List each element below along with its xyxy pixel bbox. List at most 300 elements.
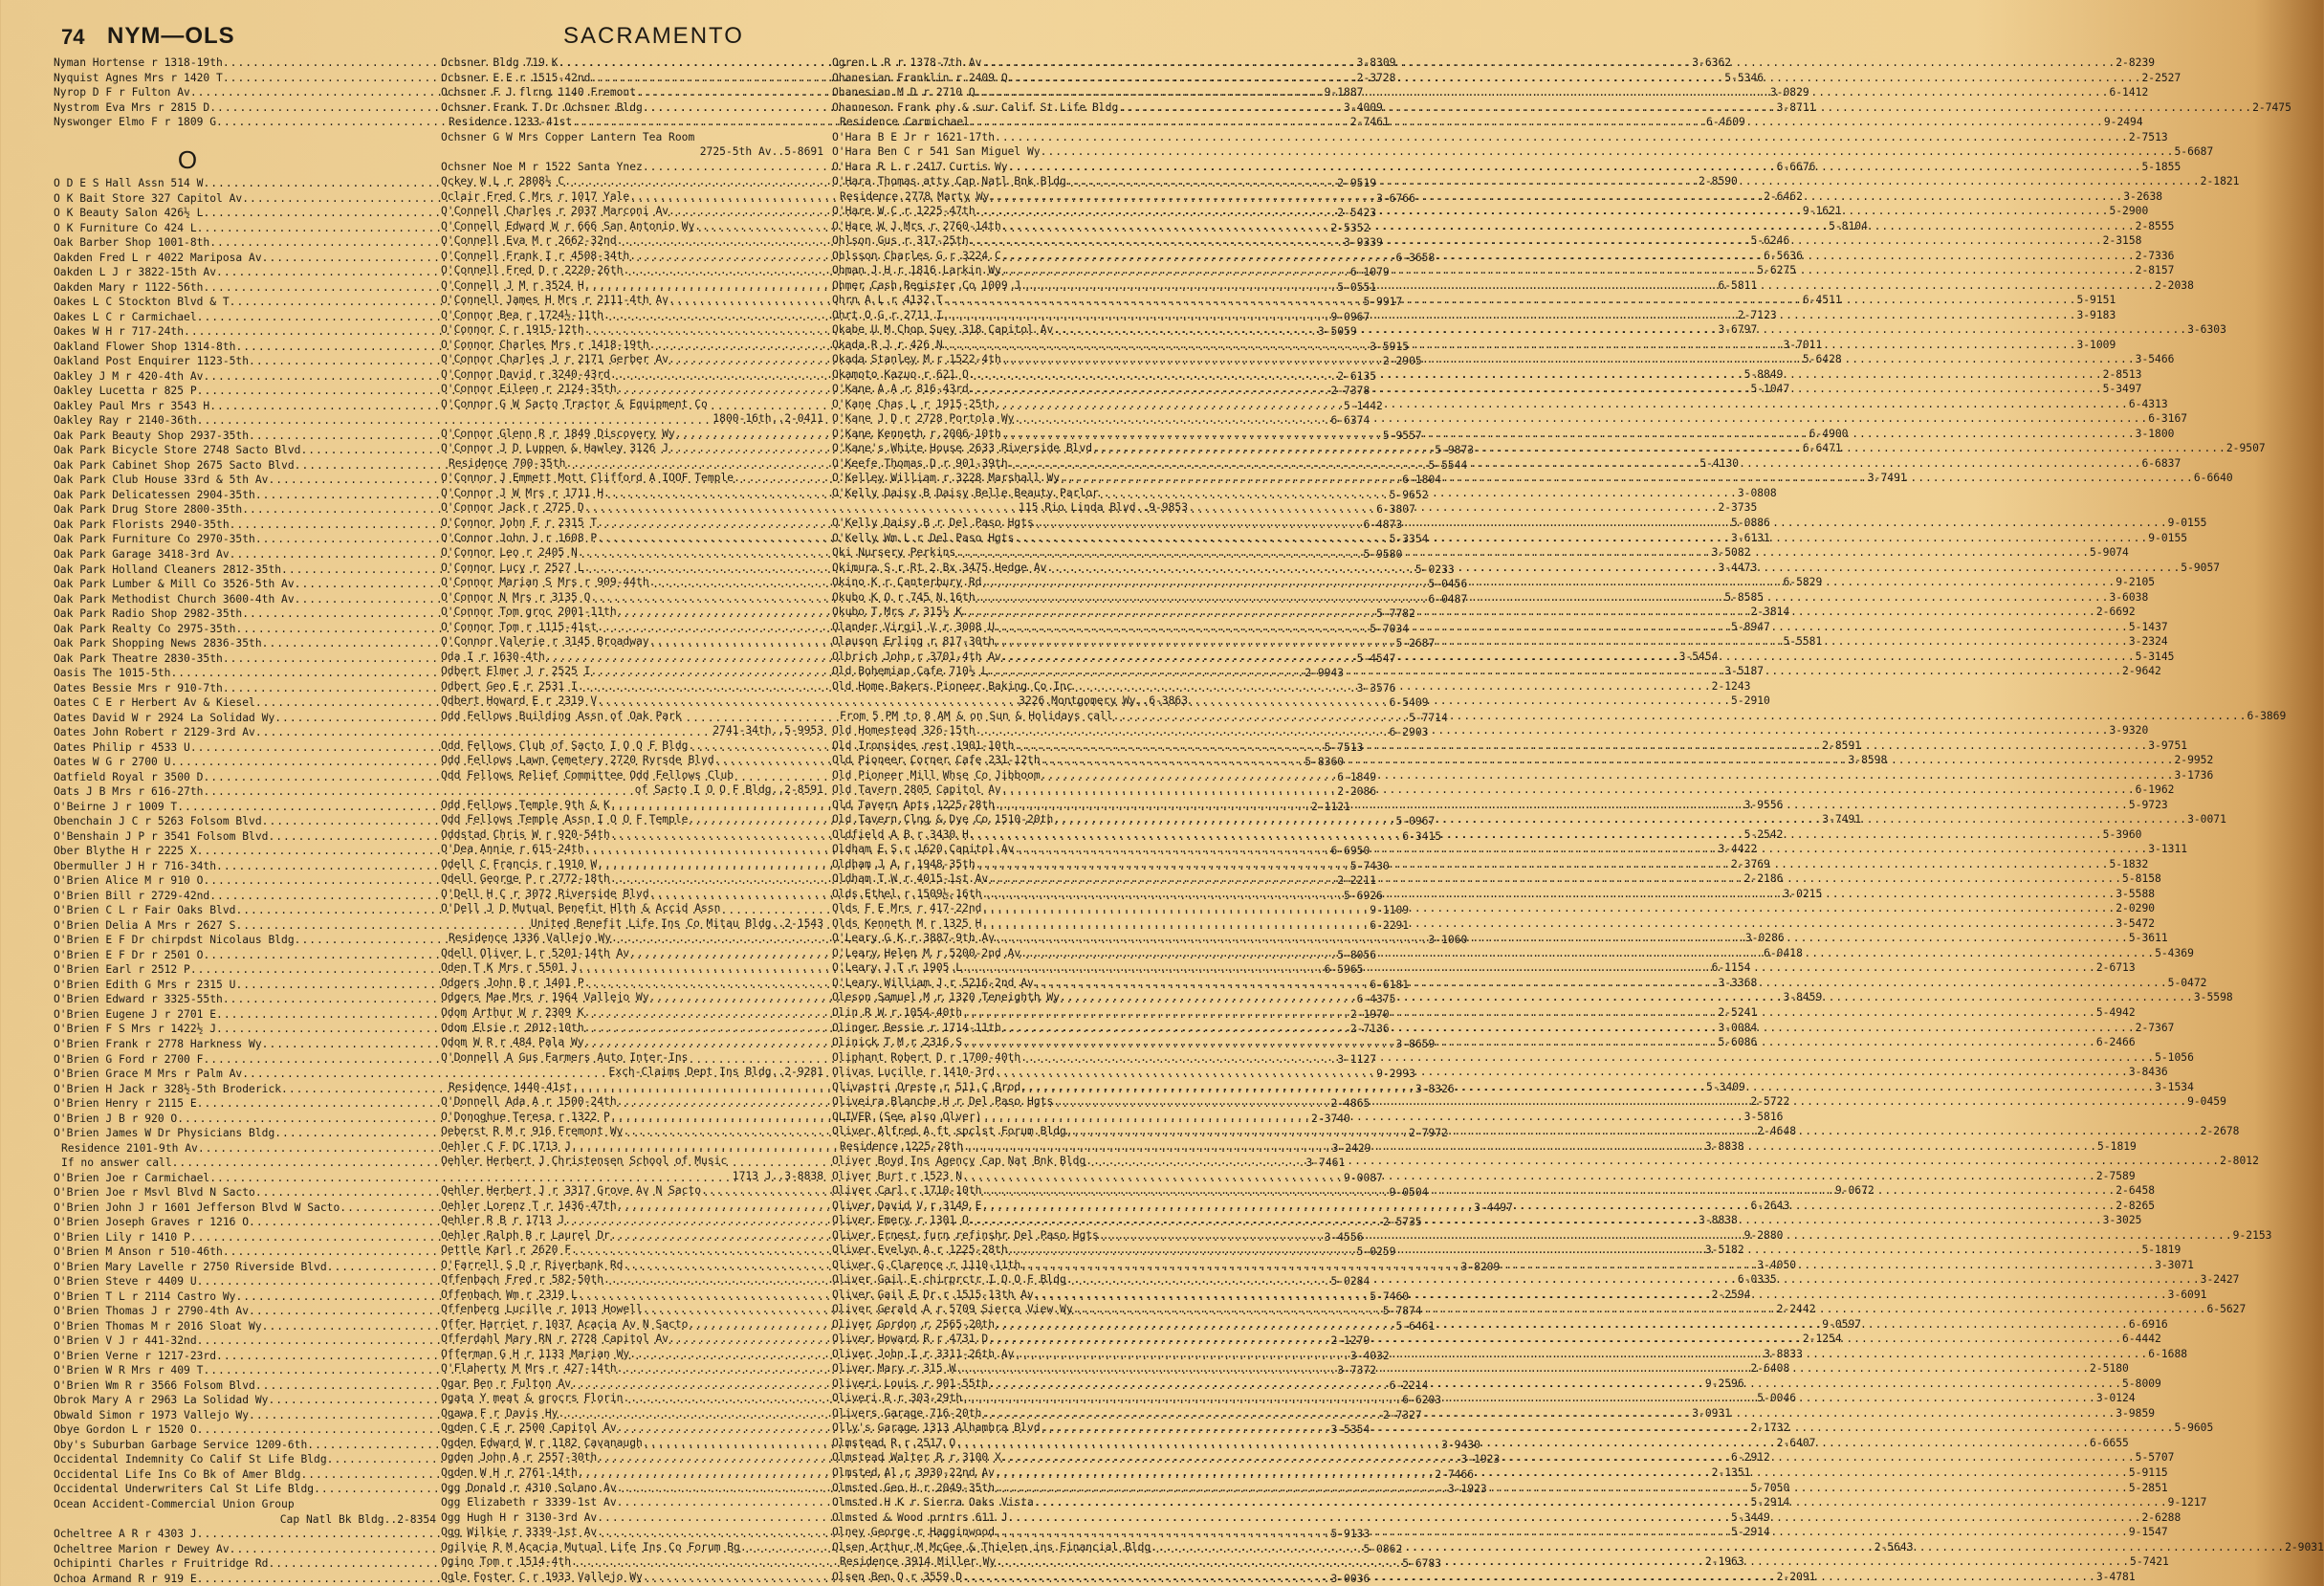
- listing-name: Oates David W r 2924 La Solidad Wy: [54, 711, 275, 724]
- phone-number: 5-1819: [2141, 1244, 2181, 1257]
- phone-number: 2-6408: [1750, 1362, 1790, 1376]
- phone-number: 3-2324: [2128, 635, 2168, 649]
- phone-number: 5-7782: [1376, 607, 1415, 621]
- listing-name: O'Brien Edith G Mrs r 2315 U: [54, 978, 236, 991]
- phone-number: 5-3611: [2128, 932, 2168, 945]
- phone-number: 2-8513: [2102, 367, 2142, 381]
- phone-number: 3-5182: [1704, 1244, 1744, 1257]
- phone-number: 9-0087: [1344, 1171, 1383, 1184]
- listing-name: Nyrop D F r Fulton Av: [54, 86, 190, 99]
- listing-name: Ocean Accident-Commercial Union Group: [54, 1497, 295, 1510]
- listing-name: Olmsted & Wood prntrs 611 J: [832, 1510, 1008, 1524]
- phone-number: 3-1009: [2076, 338, 2116, 351]
- listing-name: O'Donnell Ada A r 1500-24th: [441, 1095, 617, 1109]
- leader-dots: [1041, 768, 2175, 783]
- listing-name: O'Brien H Jack r 328½-5th Broderick: [54, 1082, 282, 1095]
- listing-name: Ogden W H r 2761-14th: [441, 1465, 578, 1479]
- phone-number: 6-4873: [1363, 518, 1403, 531]
- listing-name: Oak Park Florists 2940-35th: [54, 518, 230, 531]
- listing-name: Oak Park Drug Store 2800-35th: [54, 503, 243, 517]
- phone-number: 6-5829: [1783, 576, 1823, 589]
- phone-number: 6-4313: [2128, 397, 2168, 410]
- phone-number: 5-6275: [1757, 264, 1797, 277]
- leader-dots: [1008, 71, 2142, 86]
- phone-number: 5-0456: [1428, 578, 1468, 591]
- leader-dots: [969, 233, 2103, 249]
- phone-number: 3-0124: [2095, 1392, 2136, 1405]
- listing-name: O'Connor Valerie r 3145 Broadway: [441, 635, 649, 649]
- leader-dots: [1066, 174, 2201, 189]
- phone-number: 3-6766: [1376, 191, 1415, 205]
- phone-number: 5-9133: [1330, 1528, 1370, 1541]
- listing-name: Obye Gordon L r 1520 O: [54, 1423, 197, 1437]
- listing-name: O'Connor John J r 1608 P: [441, 531, 598, 544]
- phone-number: 2-0411: [784, 412, 823, 426]
- leader-dots: [996, 1554, 2130, 1570]
- listing-name: Offenbach Wm r 2319 L: [441, 1288, 578, 1301]
- listing-continuation: [832, 694, 1188, 709]
- phone-number: 6-3807: [1376, 503, 1415, 517]
- listing-name: O'Connor Bea r 1724½-11th: [441, 308, 604, 321]
- phone-number: 5-2687: [1395, 637, 1436, 650]
- phone-number: 5-9873: [1435, 444, 1475, 457]
- listing-name: Ogawa F r Davis Hy: [441, 1406, 559, 1420]
- listing-name: Residence 700-35th: [449, 456, 566, 470]
- listing-name: O'Dell J D Mutual Benefit Hlth & Accid Assn: [441, 902, 721, 915]
- phone-number: 6-1079: [1349, 266, 1390, 279]
- listing-name: Exch-Claims Dept Ins Bldg: [608, 1066, 772, 1079]
- listing-name: Oates John Robert r 2129-3rd Av: [54, 726, 255, 739]
- phone-number: 3-3576: [1356, 681, 1396, 694]
- phone-number: 5-9580: [1363, 547, 1403, 561]
- listing-name: O'Leary William J r 5216-2nd Av: [832, 976, 1034, 989]
- phone-number: 3-8326: [1414, 1082, 1455, 1095]
- listing-name: Oldfield A B r 3430 H: [832, 827, 969, 841]
- listing-name: Ohrt O G r 2711 I: [832, 308, 943, 321]
- phone-number: 5-4130: [1699, 456, 1740, 470]
- listing-name: Oliphant Robert D r 1700-40th: [832, 1050, 1021, 1064]
- listing-name: O'Leary J T r 1905 L: [832, 961, 963, 975]
- listing-name: Oliver Evelyn A r 1225-28th: [832, 1244, 1008, 1257]
- listing-name: Ohman J H r 1816 Larkin Wy: [832, 264, 1001, 277]
- phone-number: 9-0672: [1834, 1184, 1875, 1198]
- phone-number: 5-1855: [2141, 160, 2181, 173]
- listing-name: O'Brien E F Dr chirpdst Nicolaus Bldg: [54, 934, 295, 947]
- phone-number: 2-1254: [1802, 1333, 1842, 1346]
- phone-number: 6-6676: [1776, 160, 1816, 173]
- phone-number: 3-4032: [1349, 1349, 1390, 1362]
- listing-name: Obrok Mary A r 2963 La Solidad Wy: [54, 1394, 269, 1407]
- listing-name: 1800-16th: [713, 412, 772, 426]
- listing-name: Odom W R r 484 Pala Wy: [441, 1036, 584, 1049]
- leader-dots: [995, 1525, 2129, 1540]
- listing-name: Oates Philip r 4533 U: [54, 740, 190, 754]
- phone-number: 9-1109: [1370, 904, 1410, 917]
- listing-name: United Benefit Life Ins Co Mitau Bldg: [530, 916, 772, 930]
- listing-name: O'Kane A A r 816-43rd: [832, 383, 969, 396]
- listing-name: Oliver Gail E chirprctr I O O F Bldg: [832, 1273, 1066, 1287]
- phone-number: 5-6783: [1402, 1557, 1442, 1571]
- section-letter: O: [177, 144, 198, 174]
- listing-name: Oliver Emery r 1301 O: [832, 1214, 969, 1227]
- listing-name: Odd Fellows Club of Sacto I O O F Bldg: [441, 738, 689, 752]
- listing-name: Oak Park Theatre 2830-35th: [54, 651, 223, 665]
- leader-dots: [1060, 471, 2194, 486]
- listing-name: O'Connell Frank I r 4508-34th: [441, 249, 630, 262]
- listing-name: Odd Fellows Temple Assn I O O F Temple: [441, 813, 689, 826]
- listing-name: Oakland Post Enquirer 1123-5th: [54, 355, 250, 368]
- phone-number: 2-7466: [1435, 1467, 1475, 1481]
- listing-name: O'Kelly Daisy B Daisy Belle Beauty Parlor: [832, 486, 1099, 499]
- phone-number: 2-9507: [2225, 442, 2266, 455]
- listing-name: Ockey W L r 2808½ C: [441, 175, 565, 188]
- listing-name: Oda I r 1630-4th: [441, 650, 545, 663]
- phone-number: 5-3145: [2135, 650, 2175, 663]
- leader-dots: [1020, 1050, 2155, 1066]
- listing-name: Oliver Gordon r 2565-20th: [832, 1317, 996, 1331]
- leader-dots: [1020, 1258, 2155, 1273]
- listing-name: O'Flaherty M Mrs r 427-14th: [441, 1362, 617, 1376]
- leader-dots: [988, 1377, 2122, 1392]
- phone-number: 3-9556: [1743, 798, 1784, 811]
- phone-number: 2-3740: [1311, 1112, 1350, 1125]
- listing-name: Old Home Bakers Pioneer Baking Co Inc: [832, 679, 1073, 693]
- phone-number: 3-8459: [1783, 991, 1823, 1004]
- listing-name: O'Leary G K r 3887-9th Av: [832, 932, 996, 945]
- phone-number: 5-3409: [1706, 1080, 1745, 1093]
- phone-number: 5-6926: [1344, 889, 1383, 902]
- phone-number: 2-2091: [1776, 1570, 1816, 1583]
- listing-name: Olney George r Hagginwood: [832, 1526, 996, 1539]
- listing-name: Ogg Wilkie r 3339-1st Av: [441, 1526, 598, 1539]
- phone-number: 5-7421: [2130, 1555, 2169, 1569]
- listing-name: Odom Arthur W r 2309 K: [441, 1006, 584, 1019]
- phone-number: 2-8157: [2135, 264, 2175, 277]
- listing-name: Odbert Howard E r 2319 V: [441, 694, 598, 708]
- listing-name: Oakes L C r Carmichael: [54, 310, 197, 323]
- phone-number: 3-5059: [1317, 325, 1357, 339]
- listing-name: Oak Park Beauty Shop 2937-35th: [54, 429, 250, 442]
- listing-name: Okino K r Canterbury Rd: [832, 576, 982, 589]
- listing-name: Odd Fellows Lawn Cemetery 2720 Rvrsde Blvd: [441, 754, 714, 767]
- phone-number: 5-9953: [784, 724, 823, 738]
- listing-name: O'Brien Joseph Graves r 1216 O: [54, 1216, 250, 1229]
- listing-name: O'Brien Eugene J r 2701 E: [54, 1007, 217, 1021]
- phone-number: 5-2914: [1750, 1496, 1790, 1509]
- phone-number: 3-1060: [1428, 934, 1468, 947]
- phone-number: 5-7714: [1409, 711, 1448, 724]
- listing-name: Oak Park Delicatessen 2904-35th: [54, 488, 255, 501]
- listing-name: O'Hara Thomas atty Cap Natl Bnk Bldg: [832, 175, 1066, 188]
- phone-number: 5-7050: [1750, 1481, 1790, 1494]
- listing-name: From 5 PM to 8 AM & on Sun & Holidays call: [840, 709, 1113, 722]
- leader-dots: [1053, 322, 2187, 338]
- listing-name: Oak Park Garage 3418-3rd Av: [54, 547, 230, 561]
- listing-name: Odd Fellows Relief Committee Odd Fellows Club: [441, 768, 734, 782]
- leader-dots: [1073, 1302, 2207, 1317]
- phone-number: 2-8590: [1699, 175, 1738, 188]
- listing-name: Oeberst R M r 916 Fremont Wy: [441, 1125, 624, 1138]
- phone-number: 2-6692: [2095, 606, 2136, 619]
- listing-name: Ogle Foster C r 1933 Vallejo Wy: [441, 1570, 643, 1583]
- phone-number: 2-8591: [784, 783, 823, 797]
- listing-heading: [54, 1497, 436, 1512]
- leader-dots: [976, 204, 2110, 219]
- listing-heading: [441, 768, 823, 783]
- phone-number: 6-6655: [2090, 1436, 2129, 1449]
- leader-dots: [1066, 1272, 2201, 1288]
- phone-number: 3-7491: [1867, 472, 1907, 485]
- phone-number: 5-9605: [2174, 1421, 2214, 1435]
- listing-name: O'Connor Lucy r 2527 L: [441, 561, 584, 574]
- phone-number: 3-4422: [1718, 843, 1758, 856]
- phone-number: 3-2427: [2200, 1273, 2240, 1287]
- listing-name: O'Connor J Emmett Mott Clifford A IOOF Temple: [441, 472, 734, 485]
- phone-number: 6-6837: [2141, 456, 2181, 470]
- listing-name: Oldham E S r 1620 Capitol Av: [832, 843, 1015, 856]
- phone-number: 3-8838: [784, 1169, 823, 1182]
- listing-name: O'Dea Annie r 615-24th: [441, 843, 584, 856]
- city-heading: SACRAMENTO: [563, 23, 744, 49]
- listing-name: Ochoa Armand R r 919 E: [54, 1572, 197, 1585]
- leader-dots: [1041, 1421, 2175, 1436]
- listing-name: Ocheltree A R r 4303 J: [54, 1528, 197, 1541]
- leader-dots: [1113, 709, 2247, 724]
- listing-name: O'Brien Verne r 1217-23rd: [54, 1349, 217, 1362]
- phone-number: 9-2494: [2103, 116, 2143, 129]
- listing-name: O'Connor David r 3240-43rd: [441, 367, 610, 381]
- listing-name: Ohlsson Charles G r 3224 C: [832, 249, 1001, 262]
- phone-number: 2-2442: [1776, 1303, 1816, 1316]
- phone-number: 2-3769: [1731, 857, 1770, 870]
- listing-name: Oliver G Clarence r 1110-11th: [832, 1258, 1021, 1271]
- phone-number: 2-0290: [2116, 902, 2156, 915]
- listing-name: Oakden Mary r 1122-56th: [54, 280, 204, 294]
- listing-name: O'Donoghue Teresa r 1322 P: [441, 1110, 610, 1123]
- phone-number: 9-2596: [1704, 1377, 1744, 1390]
- listing-name: Odell C Francis r 1910 W: [441, 857, 598, 870]
- listing-name: Olsen Arthur M McGee & Thielen ins Financial Bldg: [832, 1540, 1151, 1553]
- listing-name: Olivastri Oreste r 511 C Brod: [832, 1080, 1021, 1093]
- listing-name: O'Brien Thomas M r 2016 Sloat Wy: [54, 1319, 262, 1333]
- listing-name: of Sacto I O O F Bldg: [634, 783, 772, 797]
- listing-name: O'Connor Tom r 1115-41st: [441, 620, 598, 633]
- leader-dots: [981, 887, 2116, 902]
- listing-heading: [441, 901, 823, 916]
- leader-dots: ..: [1135, 501, 1150, 515]
- listing-name: Ogg Elizabeth r 3339-1st Av: [441, 1496, 617, 1509]
- listing-name: O'Brien W R Mrs r 409 T: [54, 1364, 204, 1377]
- listing-name: O'Brien Delia A Mrs r 2627 S: [54, 918, 236, 932]
- listing-name: Ohrn A L r 4132 T: [832, 294, 943, 307]
- listing-name: O K Bait Store 327 Capitol Av: [54, 191, 243, 205]
- phone-number: 9-0967: [1330, 310, 1370, 323]
- leader-dots: [1020, 946, 2155, 961]
- listing-name: O'Connor Tom groc 2001-11th: [441, 606, 617, 619]
- phone-number: 6-6181: [1370, 978, 1410, 991]
- phone-number: 2-1243: [1711, 679, 1751, 693]
- phone-number: 5-0233: [1414, 562, 1455, 576]
- listing-name: O'Hare W C r 1225-47th: [832, 205, 976, 218]
- listing-name: Ochsner F J flrng 1140 Fremont: [441, 86, 637, 99]
- phone-number: 3-8833: [1764, 1347, 1803, 1360]
- listing-name: Oki Nursery Perkins: [832, 546, 956, 560]
- leader-dots: [1053, 812, 2187, 827]
- listing-name: Oleson Samuel M r 1320 Teneighth Wy: [832, 991, 1061, 1004]
- listing-name: O'Brien G Ford r 2700 F: [54, 1052, 204, 1066]
- listing-name: Old Bohemian Cafe 710½ L: [832, 665, 989, 678]
- phone-number: 3-1311: [2148, 843, 2188, 856]
- listing-name: O'Brien Joe r Msvl Blvd N Sacto: [54, 1186, 255, 1200]
- listing-name: Residence 1225-28th: [840, 1139, 964, 1153]
- phone-number: 3-1534: [2155, 1080, 2194, 1093]
- listing-name: Oates W G r 2700 U: [54, 756, 171, 769]
- phone-number: 2-1732: [1750, 1421, 1790, 1435]
- listing-name: Odgers Mae Mrs r 1964 Vallejo Wy: [441, 991, 649, 1004]
- listing-name: Old Tavern Clng & Dye Co 1510-20th: [832, 813, 1054, 826]
- leader-dots: [1014, 842, 2148, 857]
- listing-name: Oliver Burt r 1523 N: [832, 1169, 963, 1182]
- phone-number: 3-1127: [1337, 1052, 1377, 1066]
- listing-name: O'Dell H C r 3072 Riverside Blvd: [441, 887, 649, 900]
- phone-number: 2-7513: [2128, 130, 2168, 143]
- phone-number: 3-1800: [2135, 427, 2175, 440]
- leader-dots: [976, 857, 2110, 872]
- leader-dots: [962, 1035, 2096, 1050]
- phone-number: 3-7491: [1822, 813, 1862, 826]
- listing-name: Olds F E Mrs r 417-22nd: [832, 902, 982, 915]
- listing-name: Ohanesian M D r 2710 Q: [832, 86, 976, 99]
- phone-number: 3-0071: [2187, 813, 2226, 826]
- listing-name: O'Connor G W Sacto Tractor & Equipment Co: [441, 397, 708, 410]
- leader-dots: ..: [771, 1169, 785, 1182]
- listing-name: Oates C E r Herbert Av & Kiesel: [54, 696, 255, 710]
- listing-name: Olinick T M r 2316 S: [832, 1036, 963, 1049]
- phone-number: 6-6640: [2193, 472, 2233, 485]
- phone-number: 3-1736: [2174, 768, 2214, 782]
- phone-number: 5-0259: [1356, 1245, 1396, 1259]
- leader-dots: [1085, 1154, 2220, 1169]
- phone-number: 5-5581: [1783, 635, 1823, 649]
- listing-name: Oakley Lucetta r 825 P: [54, 385, 197, 398]
- phone-number: 5-9074: [2090, 546, 2129, 560]
- listing-name: O'Hara B E Jr r 1621-17th: [832, 130, 996, 143]
- leader-dots: [1034, 976, 2168, 991]
- phone-number: 6-2903: [1389, 726, 1429, 739]
- listing-name: Old Homestead 326-15th: [832, 724, 976, 738]
- leader-dots: [1001, 352, 2136, 367]
- phone-number: 5-8158: [2122, 872, 2161, 886]
- phone-number: 3-8436: [2128, 1066, 2168, 1079]
- phone-number: 5-7430: [1349, 859, 1390, 872]
- listing-name: Oliver Howard R r 4731 D: [832, 1333, 989, 1346]
- phone-number: 3-8659: [1395, 1038, 1436, 1050]
- listing-continuation: [441, 1169, 823, 1184]
- listing-continuation: [54, 1512, 436, 1528]
- phone-number: 2-1963: [1704, 1555, 1744, 1569]
- leader-dots: [1001, 1021, 2136, 1036]
- leader-dots: [1151, 1540, 2285, 1555]
- phone-number: 5-0551: [1337, 280, 1377, 294]
- listing-name: Oliver Boyd Ins Agency Cap Nat Bnk Bldg: [832, 1155, 1086, 1168]
- listing-name: O'Farrell S D r Riverbank Rd: [441, 1258, 624, 1271]
- leader-dots: [1008, 1243, 2142, 1258]
- phone-number: 9-2993: [1376, 1068, 1415, 1081]
- leader-dots: [1001, 782, 2136, 798]
- leader-dots: [1014, 738, 2148, 754]
- phone-number: 2-1821: [2200, 175, 2240, 188]
- listing-name: Oliver David V r 3149 E: [832, 1199, 982, 1212]
- listing-name: O'Connor Eileen r 2124-35th: [441, 383, 617, 396]
- phone-number: 3-8209: [1460, 1260, 1501, 1273]
- leader-dots: ..: [771, 1066, 785, 1079]
- listing-heading: [441, 397, 823, 412]
- phone-number: 5-2910: [1731, 694, 1770, 708]
- phone-number: 6-2912: [1731, 1451, 1770, 1465]
- phone-number: 2-2186: [1743, 872, 1784, 886]
- phone-number: 5-8104: [1829, 219, 1868, 232]
- phone-number: 3-8598: [1848, 754, 1888, 767]
- listing-name: O'Brien Frank r 2778 Harkness Wy: [54, 1038, 262, 1050]
- phone-number: 6-4442: [2122, 1333, 2161, 1346]
- phone-number: 5-8056: [1337, 948, 1377, 961]
- listing-name: Olander Virgil V r 3008 U: [832, 620, 996, 633]
- phone-number: 2-3728: [1356, 71, 1396, 84]
- phone-number: 2-5643: [1874, 1540, 1914, 1553]
- leader-dots: [1001, 219, 2136, 234]
- listing-name: O'Kelley William r 3228 Marshall Wy: [832, 472, 1061, 485]
- phone-number: 3-4556: [1324, 1230, 1364, 1244]
- listing-name: Oak Park Club House 33rd & 5th Av: [54, 474, 269, 487]
- phone-number: 5-4369: [2155, 946, 2194, 959]
- phone-number: 2-7378: [1330, 385, 1370, 398]
- listing-name: Odd Fellows Temple 9th & K: [441, 798, 610, 811]
- listing-name: Obwald Simon r 1973 Vallejo Wy: [54, 1408, 250, 1421]
- listing-name: Ogden Edward W r 1182 Cavanaugh: [441, 1436, 643, 1449]
- listing-continuation: [441, 411, 823, 427]
- leader-dots: [962, 1169, 2096, 1184]
- leader-dots: [1118, 100, 2252, 116]
- leader-dots: [1034, 1288, 2168, 1303]
- listing-name: If no answer call: [61, 1156, 172, 1170]
- phone-number: 3-5915: [1370, 340, 1410, 353]
- listing-name: Oclair Fred C Mrs r 1017 Yale: [441, 189, 630, 203]
- listing-name: Oliveri Louis r 901-55th: [832, 1377, 989, 1390]
- leader-dots: [1020, 278, 2155, 294]
- phone-number: 3-7011: [1783, 338, 1823, 351]
- listing-name: Oddstad Chris W r 920-54th: [441, 827, 610, 841]
- listing-name: Nyman Hortense r 1318-19th: [54, 56, 223, 69]
- phone-number: 5-1056: [2155, 1050, 2194, 1064]
- listing-heading: [832, 486, 1188, 501]
- phone-number: 3-8838: [1704, 1139, 1744, 1153]
- phone-number: 5-8691: [784, 145, 823, 159]
- phone-number: 3-5816: [1743, 1110, 1784, 1123]
- phone-number: 5-6687: [2174, 145, 2214, 159]
- leader-dots: [1001, 427, 2136, 442]
- listing-name: Ogren L R r 1378-7th Av: [832, 56, 982, 69]
- phone-number: 5-1819: [2097, 1139, 2137, 1153]
- phone-number: 3-4009: [1344, 100, 1383, 114]
- phone-number: 5-5346: [1724, 71, 1765, 84]
- phone-number: 3-5187: [1724, 665, 1765, 678]
- phone-number: 3-0931: [1692, 1406, 1732, 1420]
- listing-name: Okada R J r 426 N: [832, 338, 943, 351]
- listing-name: Oakes L C Stockton Blvd & T: [54, 296, 230, 309]
- leader-dots: ..: [771, 145, 785, 159]
- leader-dots: [981, 1406, 2116, 1421]
- phone-number: 5-7460: [1370, 1289, 1410, 1303]
